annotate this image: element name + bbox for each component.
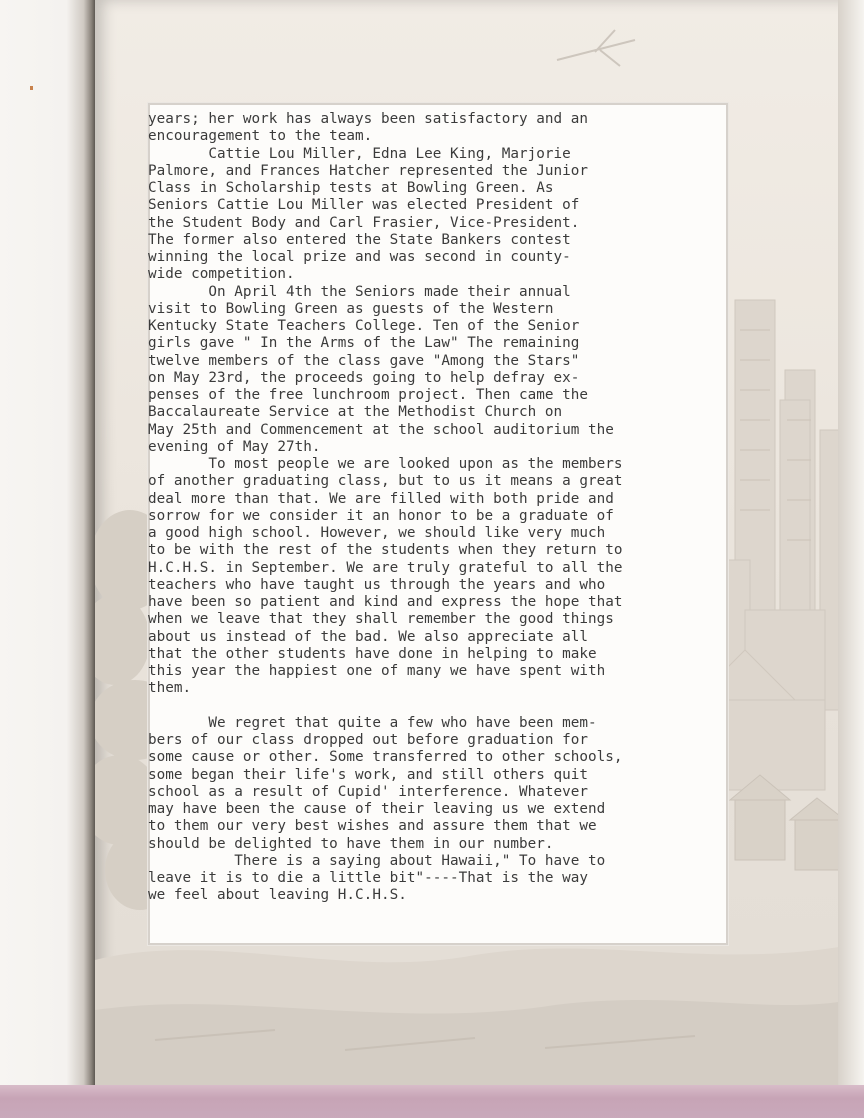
paragraph-gap bbox=[148, 698, 748, 715]
paragraph bbox=[148, 284, 748, 457]
text-line: wide competition. bbox=[148, 266, 295, 283]
text-line: them. bbox=[148, 680, 192, 697]
text-line: to be with the rest of the students when they return to bbox=[148, 542, 623, 559]
text-line: leave it is to die a little bit"----That is the way bbox=[148, 870, 588, 886]
typewritten-text bbox=[148, 111, 748, 905]
text-line: we feel about leaving H.C.H.S. bbox=[148, 887, 407, 904]
text-line: visit to Bowling Green as guests of the Western bbox=[148, 300, 554, 317]
text-line: some began their life's work, and still others quit bbox=[148, 766, 588, 783]
text-line: encouragement to the team. bbox=[148, 128, 373, 145]
text-line: years; her work has always been satisfactory and an bbox=[148, 111, 588, 127]
text-line: Palmore, and Frances Hatcher represented the Junior bbox=[148, 162, 588, 179]
text-line: Baccalaureate Service at the Methodist Church on bbox=[148, 404, 563, 421]
text-line: should be delighted to have them in our number. bbox=[148, 835, 554, 852]
text-line: To most people we are looked upon as the members bbox=[148, 456, 623, 472]
text-line: On April 4th the Seniors made their annual bbox=[148, 283, 571, 300]
text-line: of another graduating class, but to us it means a great bbox=[148, 473, 623, 490]
text-line: may have been the cause of their leaving us we extend bbox=[148, 801, 606, 817]
text-line: penses of the free lunchroom project. Then came the bbox=[148, 387, 588, 403]
text-line: to them our very best wishes and assure them that we bbox=[148, 818, 597, 835]
text-line: a good high school. However, we should like very much bbox=[148, 525, 606, 541]
text-line: bers of our class dropped out before graduation for bbox=[148, 732, 588, 748]
page-edge bbox=[838, 0, 864, 1085]
text-line: winning the local prize and was second in county- bbox=[148, 249, 571, 265]
paragraph bbox=[148, 111, 748, 146]
text-line: evening of May 27th. bbox=[148, 438, 321, 455]
text-line: deal more than that. We are filled with both pride and bbox=[148, 490, 614, 507]
text-line: about us instead of the bad. We also appreciate all bbox=[148, 628, 588, 645]
book-binding bbox=[0, 0, 95, 1118]
text-line: girls gave " In the Arms of the Law" The remaining bbox=[148, 335, 580, 352]
text-line: sorrow for we consider it an honor to be a graduate of bbox=[148, 507, 614, 524]
text-line: Cattie Lou Miller, Edna Lee King, Marjorie bbox=[148, 145, 571, 162]
text-line: Kentucky State Teachers College. Ten of the Senior bbox=[148, 318, 580, 334]
text-line: when we leave that they shall remember the good things bbox=[148, 611, 614, 628]
cover-edge bbox=[0, 1085, 864, 1118]
text-line: school as a result of Cupid' interference. Whatever bbox=[148, 783, 588, 800]
binding-mark bbox=[30, 86, 33, 90]
landscape-bottom bbox=[95, 945, 850, 1085]
text-line: that the other students have done in helping to make bbox=[148, 645, 597, 662]
paragraph bbox=[148, 146, 748, 284]
text-line: on May 23rd, the proceeds going to help defray ex- bbox=[148, 369, 580, 386]
text-line: We regret that quite a few who have been mem- bbox=[148, 714, 597, 731]
paragraph bbox=[148, 456, 748, 698]
text-line: Class in Scholarship tests at Bowling Green. As bbox=[148, 180, 554, 196]
airplane-sketch bbox=[557, 30, 635, 66]
text-line: the Student Body and Carl Frasier, Vice-President. bbox=[148, 214, 580, 231]
text-line: this year the happiest one of many we have spent with bbox=[148, 663, 606, 679]
text-line: Seniors Cattie Lou Miller was elected President of bbox=[148, 197, 580, 214]
text-line: There is a saying about Hawaii," To have to bbox=[148, 852, 606, 869]
text-line: The former also entered the State Bankers contest bbox=[148, 231, 571, 248]
paragraph bbox=[148, 853, 748, 905]
text-line: May 25th and Commencement at the school auditorium the bbox=[148, 421, 614, 438]
text-line: teachers who have taught us through the years and who bbox=[148, 576, 606, 593]
paragraph bbox=[148, 715, 748, 853]
text-line: some cause or other. Some transferred to other schools, bbox=[148, 749, 623, 766]
text-line: have been so patient and kind and express the hope that bbox=[148, 594, 623, 610]
text-line: H.C.H.S. in September. We are truly grateful to all the bbox=[148, 559, 623, 576]
text-line: twelve members of the class gave "Among the Stars" bbox=[148, 352, 580, 369]
